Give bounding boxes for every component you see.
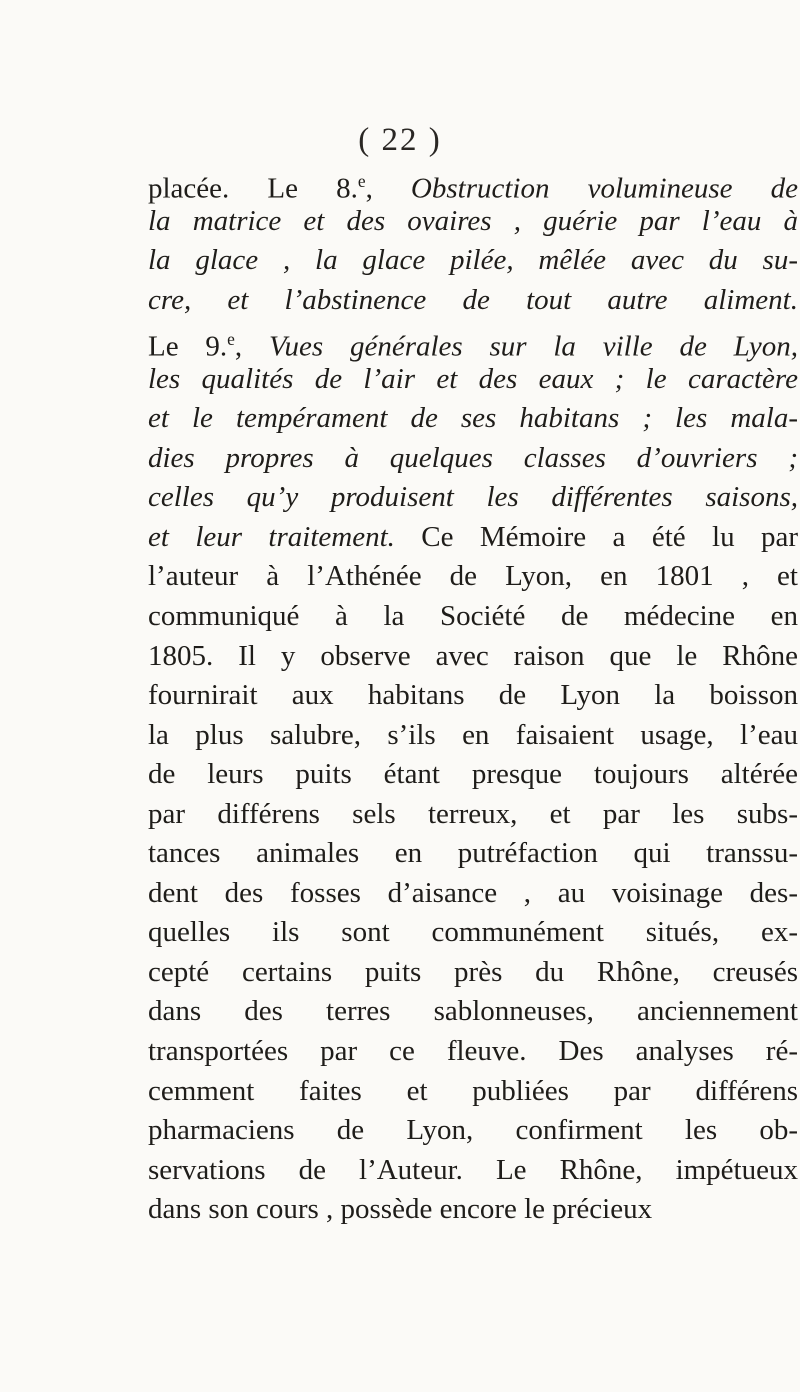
roman-text: l’auteur à l’Athénée de Lyon, en 1801 , et bbox=[148, 560, 798, 593]
body-text bbox=[148, 162, 798, 1230]
text-line bbox=[148, 162, 799, 205]
italic-text: Vues générales sur la ville de Lyon, bbox=[268, 330, 799, 363]
text-line bbox=[148, 478, 798, 518]
roman-text: 1805. Il y observe avec raison que le Rhône bbox=[148, 639, 798, 672]
roman-text: fournirait aux habitans de Lyon la boisson bbox=[148, 679, 798, 712]
roman-text: communiqué à la Société de médecine en bbox=[148, 600, 798, 633]
roman-text: , bbox=[234, 330, 269, 363]
text-line bbox=[148, 676, 798, 716]
roman-text: la plus salubre, s’ils en faisaient usage, l’eau bbox=[148, 718, 798, 751]
roman-text: servations de l’Auteur. Le Rhône, impétueux bbox=[148, 1153, 798, 1186]
roman-text: transportées par ce fleuve. Des analyses ré- bbox=[148, 1035, 798, 1068]
roman-text: pharmaciens de Lyon, confirment les ob- bbox=[148, 1114, 798, 1147]
text-line bbox=[148, 439, 798, 479]
text-line bbox=[148, 834, 798, 874]
text-line bbox=[148, 637, 798, 677]
roman-text: e bbox=[357, 171, 366, 191]
text-line bbox=[148, 953, 798, 993]
roman-text: cemment faites et publiées par différens bbox=[148, 1074, 798, 1107]
roman-text: cepté certains puits près du Rhône, creusés bbox=[148, 955, 798, 988]
text-line bbox=[148, 1111, 798, 1151]
text-line bbox=[148, 1032, 798, 1072]
text-line bbox=[148, 1151, 798, 1191]
italic-text: dies propres à quelques classes d’ouvriers ; bbox=[148, 441, 798, 474]
text-line bbox=[148, 1072, 798, 1112]
italic-text: les qualités de l’air et des eaux ; le caractère bbox=[148, 362, 798, 395]
roman-text: Ce Mémoire a été lu par bbox=[394, 520, 798, 553]
italic-text: Obstruction volumineuse de bbox=[410, 172, 799, 205]
roman-text: e bbox=[227, 329, 235, 350]
roman-text: dent des fosses d’aisance , au voisinage des- bbox=[148, 876, 798, 909]
roman-text: dans son cours , possède encore le précieux bbox=[148, 1193, 653, 1226]
roman-text: quelles ils sont communément situés, ex- bbox=[148, 916, 798, 949]
text-line bbox=[148, 992, 798, 1032]
page-number: ( 22 ) bbox=[358, 122, 442, 158]
roman-text: dans des terres sablonneuses, anciennement bbox=[148, 995, 798, 1028]
text-line bbox=[148, 518, 798, 558]
text-line bbox=[148, 320, 799, 363]
roman-text: , bbox=[365, 172, 411, 205]
text-line bbox=[148, 795, 798, 835]
text-line bbox=[148, 755, 798, 795]
text-line bbox=[148, 874, 798, 914]
text-line bbox=[148, 399, 798, 439]
roman-text: Le 9. bbox=[148, 330, 228, 363]
text-line bbox=[148, 360, 798, 400]
text-line bbox=[148, 716, 798, 756]
italic-text: cre, et l’abstinence de tout autre aliment. bbox=[148, 283, 798, 316]
text-line bbox=[148, 281, 798, 321]
text-line bbox=[148, 241, 798, 281]
roman-text: placée. Le 8. bbox=[148, 172, 358, 205]
italic-text: la glace , la glace pilée, mêlée avec du su- bbox=[148, 244, 798, 277]
italic-text: et le tempérament de ses habitans ; les mala- bbox=[148, 402, 798, 435]
roman-text: tances animales en putréfaction qui transsu- bbox=[148, 837, 798, 870]
text-line bbox=[148, 202, 798, 242]
italic-text: et leur traitement. bbox=[148, 520, 395, 553]
italic-text: la matrice et des ovaires , guérie par l’eau à bbox=[148, 204, 798, 237]
italic-text: celles qu’y produisent les différentes saisons, bbox=[148, 481, 798, 514]
text-line bbox=[148, 1190, 798, 1230]
text-line bbox=[148, 597, 798, 637]
text-line bbox=[148, 557, 798, 597]
roman-text: de leurs puits étant presque toujours altérée bbox=[148, 758, 798, 791]
roman-text: par différens sels terreux, et par les subs- bbox=[148, 797, 798, 830]
text-line bbox=[148, 913, 798, 953]
